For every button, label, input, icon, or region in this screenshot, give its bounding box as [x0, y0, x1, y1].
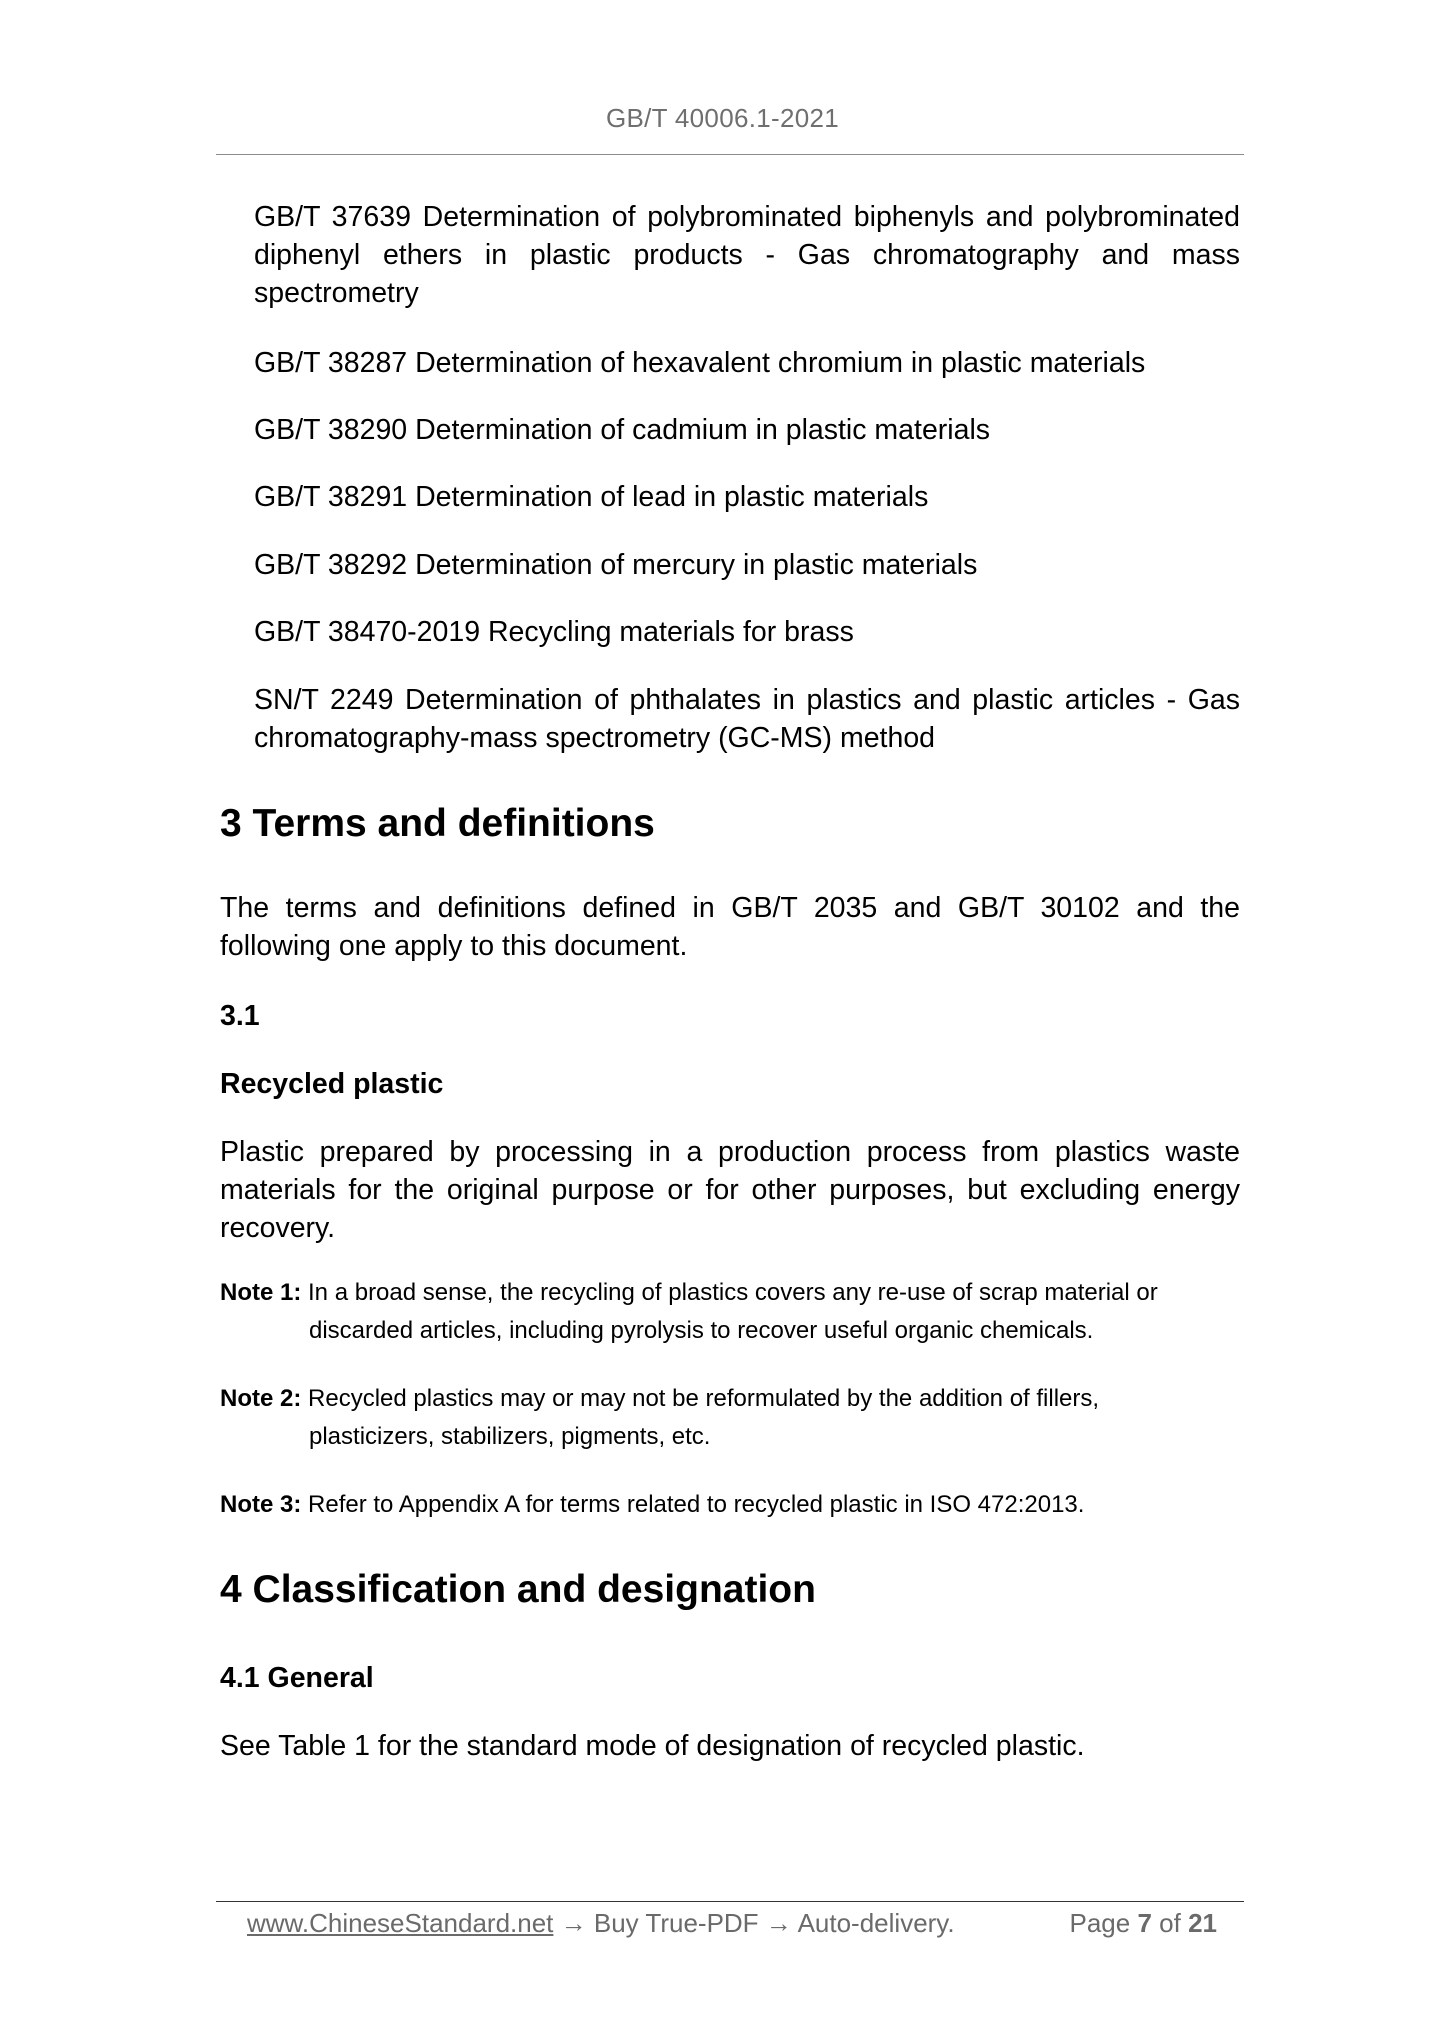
section-4-1-text: See Table 1 for the standard mode of designation of recycled plastic.: [220, 1730, 1085, 1762]
page-current: 7: [1137, 1908, 1152, 1938]
reference-item: GB/T 38470-2019 Recycling materials for brass: [254, 616, 854, 648]
footer-promo-text: → Buy True-PDF → Auto-delivery.: [553, 1908, 955, 1938]
reference-item: SN/T 2249 Determination of phthalates in plastics and plastic articles - Gas chromatography-mass spectrometry (GC-MS) method: [254, 684, 1240, 754]
note-text: In a broad sense, the recycling of plastics covers any re-use of scrap material or: [308, 1279, 1158, 1306]
note-2: [220, 1380, 1240, 1456]
page-of: of: [1159, 1908, 1181, 1938]
reference-item: GB/T 37639 Determination of polybrominated biphenyls and polybrominated diphenyl ethers in plastic products - Gas chromatography and mass spectrometry: [254, 201, 1240, 309]
reference-item: GB/T 38287 Determination of hexavalent chromium in plastic materials: [254, 347, 1146, 379]
page-label: Page: [1069, 1908, 1131, 1938]
note-3: [220, 1486, 1240, 1524]
note-label: Note 3:: [220, 1491, 302, 1518]
term-definition: Plastic prepared by processing in a production process from plastics waste materials for the original purpose or for other purposes, but excluding energy recovery.: [220, 1136, 1240, 1244]
section-3-heading: 3 Terms and definitions: [220, 802, 655, 845]
note-label: Note 1:: [220, 1279, 302, 1306]
term-name: Recycled plastic: [220, 1068, 444, 1100]
reference-item: GB/T 38290 Determination of cadmium in plastic materials: [254, 414, 991, 446]
section-4-heading: 4 Classification and designation: [220, 1568, 816, 1611]
note-text-continued: plasticizers, stabilizers, pigments, etc.: [309, 1423, 711, 1450]
note-label: Note 2:: [220, 1385, 302, 1412]
reference-item: GB/T 38292 Determination of mercury in plastic materials: [254, 549, 978, 581]
note-text: Recycled plastics may or may not be reformulated by the addition of fillers,: [308, 1385, 1100, 1412]
page-footer: [247, 1908, 1217, 1939]
running-header: GB/T 40006.1-2021: [605, 103, 839, 133]
header-divider: [216, 154, 1244, 155]
website-link[interactable]: www.ChineseStandard.net: [247, 1908, 554, 1938]
subsection-4-1-heading: 4.1 General: [220, 1662, 374, 1694]
page-number: [1069, 1908, 1217, 1939]
section-3-intro: The terms and definitions defined in GB/T 2035 and GB/T 30102 and the following one apply to this document.: [220, 892, 1240, 962]
page-total: 21: [1188, 1908, 1217, 1938]
note-text: Refer to Appendix A for terms related to recycled plastic in ISO 472:2013.: [308, 1491, 1085, 1518]
reference-item: GB/T 38291 Determination of lead in plastic materials: [254, 481, 929, 513]
term-number: 3.1: [220, 1000, 260, 1032]
footer-divider: [216, 1901, 1244, 1902]
note-1: [220, 1274, 1240, 1350]
note-text-continued: discarded articles, including pyrolysis to recover useful organic chemicals.: [309, 1317, 1094, 1344]
